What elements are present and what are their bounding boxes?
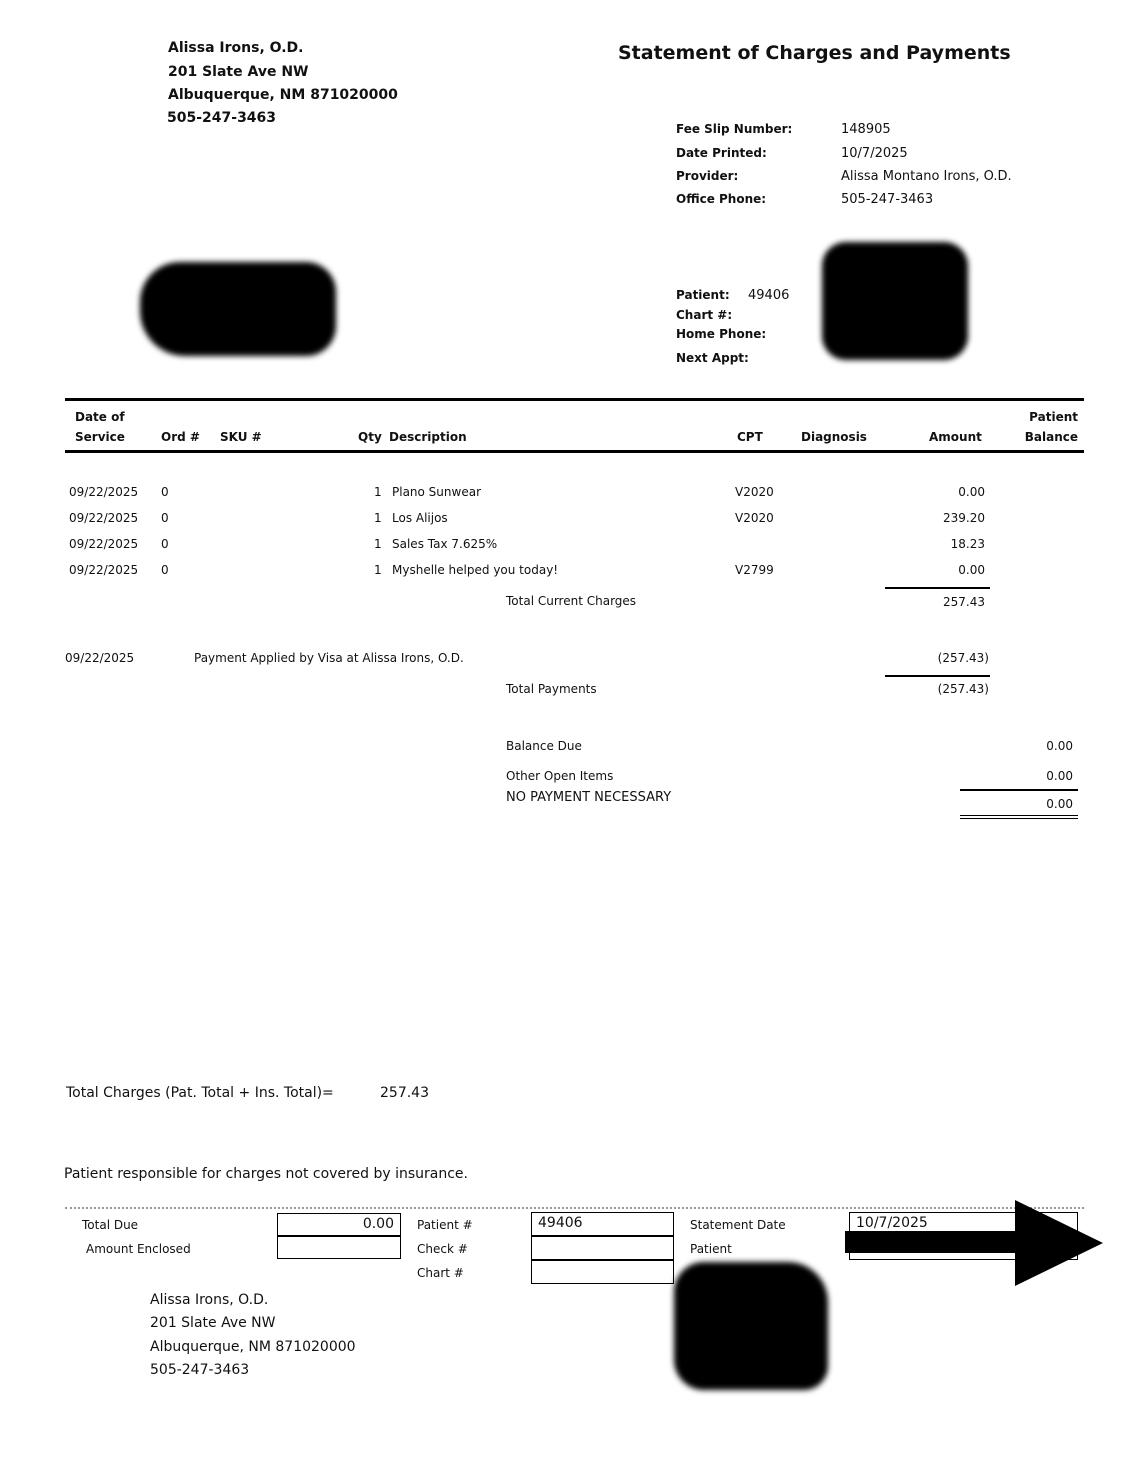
- final-balance-value: 0.00: [1046, 797, 1073, 811]
- check-number-field[interactable]: [531, 1236, 674, 1260]
- row-amount: 18.23: [950, 537, 985, 551]
- header-amount: Amount: [929, 430, 982, 444]
- total-due-label: Total Due: [82, 1218, 139, 1232]
- row-ord: 0: [161, 511, 169, 525]
- total-charges-value: 257.43: [380, 1085, 429, 1101]
- practice-city: Albuquerque, NM 871020000: [168, 87, 398, 103]
- home-phone-label: Home Phone:: [676, 327, 767, 341]
- provider-value: Alissa Montano Irons, O.D.: [841, 169, 1012, 184]
- remit-city: Albuquerque, NM 871020000: [150, 1339, 356, 1355]
- row-description: Plano Sunwear: [392, 485, 481, 499]
- row-cpt: V2799: [735, 563, 774, 577]
- patient-number-label: Patient #: [417, 1218, 473, 1232]
- header-ord: Ord #: [161, 430, 200, 444]
- amount-enclosed-field[interactable]: [277, 1236, 401, 1259]
- double-rule-bottom: [960, 818, 1078, 819]
- header-cpt: CPT: [737, 430, 763, 444]
- provider-label: Provider:: [676, 169, 739, 183]
- row-date: 09/22/2025: [69, 563, 139, 577]
- header-date-line1: Date of: [75, 410, 125, 424]
- total-charges-label: Total Charges (Pat. Total + Ins. Total)=: [66, 1085, 334, 1101]
- charges-subtotal-rule: [885, 587, 990, 589]
- patient-value: 49406: [748, 288, 790, 303]
- table-header-rule: [65, 450, 1084, 453]
- payments-subtotal-rule: [885, 675, 990, 677]
- payment-description: Payment Applied by Visa at Alissa Irons, O.D.: [194, 651, 464, 665]
- remit-phone: 505-247-3463: [150, 1362, 250, 1378]
- header-balance-line2: Balance: [1024, 430, 1078, 444]
- row-ord: 0: [161, 537, 169, 551]
- next-appt-label: Next Appt:: [676, 351, 749, 365]
- redacted-patient-block: [822, 242, 968, 360]
- responsibility-note: Patient responsible for charges not covered by insurance.: [64, 1166, 468, 1182]
- row-description: Sales Tax 7.625%: [392, 537, 498, 551]
- row-description: Myshelle helped you today!: [392, 563, 559, 577]
- arrow-right-icon: [845, 1200, 1105, 1288]
- row-date: 09/22/2025: [69, 537, 139, 551]
- payment-date: 09/22/2025: [65, 651, 135, 665]
- row-cpt: V2020: [735, 511, 774, 525]
- other-open-items-label: Other Open Items: [506, 769, 614, 783]
- header-qty: Qty: [358, 430, 382, 444]
- office-phone-label: Office Phone:: [676, 192, 767, 206]
- total-payments-value: (257.43): [937, 682, 989, 696]
- chart-number-field[interactable]: [531, 1260, 674, 1284]
- balance-due-label: Balance Due: [506, 739, 582, 753]
- header-description: Description: [389, 430, 467, 444]
- row-amount: 0.00: [958, 563, 985, 577]
- remit-name: Alissa Irons, O.D.: [150, 1292, 269, 1308]
- row-qty: 1: [374, 563, 382, 577]
- table-top-rule: [65, 398, 1084, 401]
- statement-date-field[interactable]: 10/7/2025: [849, 1212, 1078, 1236]
- double-rule-top: [960, 815, 1078, 816]
- stub-patient-label: Patient: [690, 1242, 732, 1256]
- check-number-label: Check #: [417, 1242, 468, 1256]
- balance-rule: [960, 789, 1078, 791]
- row-date: 09/22/2025: [69, 511, 139, 525]
- patient-label: Patient:: [676, 288, 730, 302]
- practice-name: Alissa Irons, O.D.: [168, 40, 304, 56]
- total-current-charges-value: 257.43: [943, 595, 985, 609]
- page-title: Statement of Charges and Payments: [618, 42, 1011, 64]
- other-open-items-value: 0.00: [1046, 769, 1073, 783]
- total-current-charges-label: Total Current Charges: [506, 594, 637, 608]
- redacted-address-block: [140, 262, 336, 356]
- row-description: Los Alijos: [392, 511, 448, 525]
- total-payments-label: Total Payments: [506, 682, 597, 696]
- remit-street: 201 Slate Ave NW: [150, 1315, 276, 1331]
- total-due-field[interactable]: 0.00: [277, 1213, 401, 1236]
- date-printed-value: 10/7/2025: [841, 146, 908, 161]
- row-date: 09/22/2025: [69, 485, 139, 499]
- row-qty: 1: [374, 485, 382, 499]
- no-payment-necessary: NO PAYMENT NECESSARY: [506, 790, 672, 805]
- practice-phone: 505-247-3463: [167, 110, 277, 126]
- row-ord: 0: [161, 485, 169, 499]
- header-balance-line1: Patient: [1029, 410, 1078, 424]
- row-qty: 1: [374, 537, 382, 551]
- statement-date-label: Statement Date: [690, 1218, 786, 1232]
- row-amount: 239.20: [943, 511, 985, 525]
- row-cpt: V2020: [735, 485, 774, 499]
- fee-slip-label: Fee Slip Number:: [676, 122, 793, 136]
- amount-enclosed-label: Amount Enclosed: [86, 1242, 191, 1256]
- row-qty: 1: [374, 511, 382, 525]
- header-sku: SKU #: [220, 430, 262, 444]
- redacted-stub-block: [674, 1262, 828, 1390]
- office-phone-value: 505-247-3463: [841, 192, 934, 207]
- header-diagnosis: Diagnosis: [801, 430, 867, 444]
- balance-due-value: 0.00: [1046, 739, 1073, 753]
- row-ord: 0: [161, 563, 169, 577]
- practice-street: 201 Slate Ave NW: [168, 64, 309, 80]
- payment-amount: (257.43): [937, 651, 989, 665]
- row-amount: 0.00: [958, 485, 985, 499]
- header-date-line2: Service: [75, 430, 125, 444]
- patient-number-field[interactable]: 49406: [531, 1212, 674, 1236]
- date-printed-label: Date Printed:: [676, 146, 767, 160]
- fee-slip-value: 148905: [841, 122, 891, 137]
- chart-number-label: Chart #: [417, 1266, 464, 1280]
- chart-label: Chart #:: [676, 308, 733, 322]
